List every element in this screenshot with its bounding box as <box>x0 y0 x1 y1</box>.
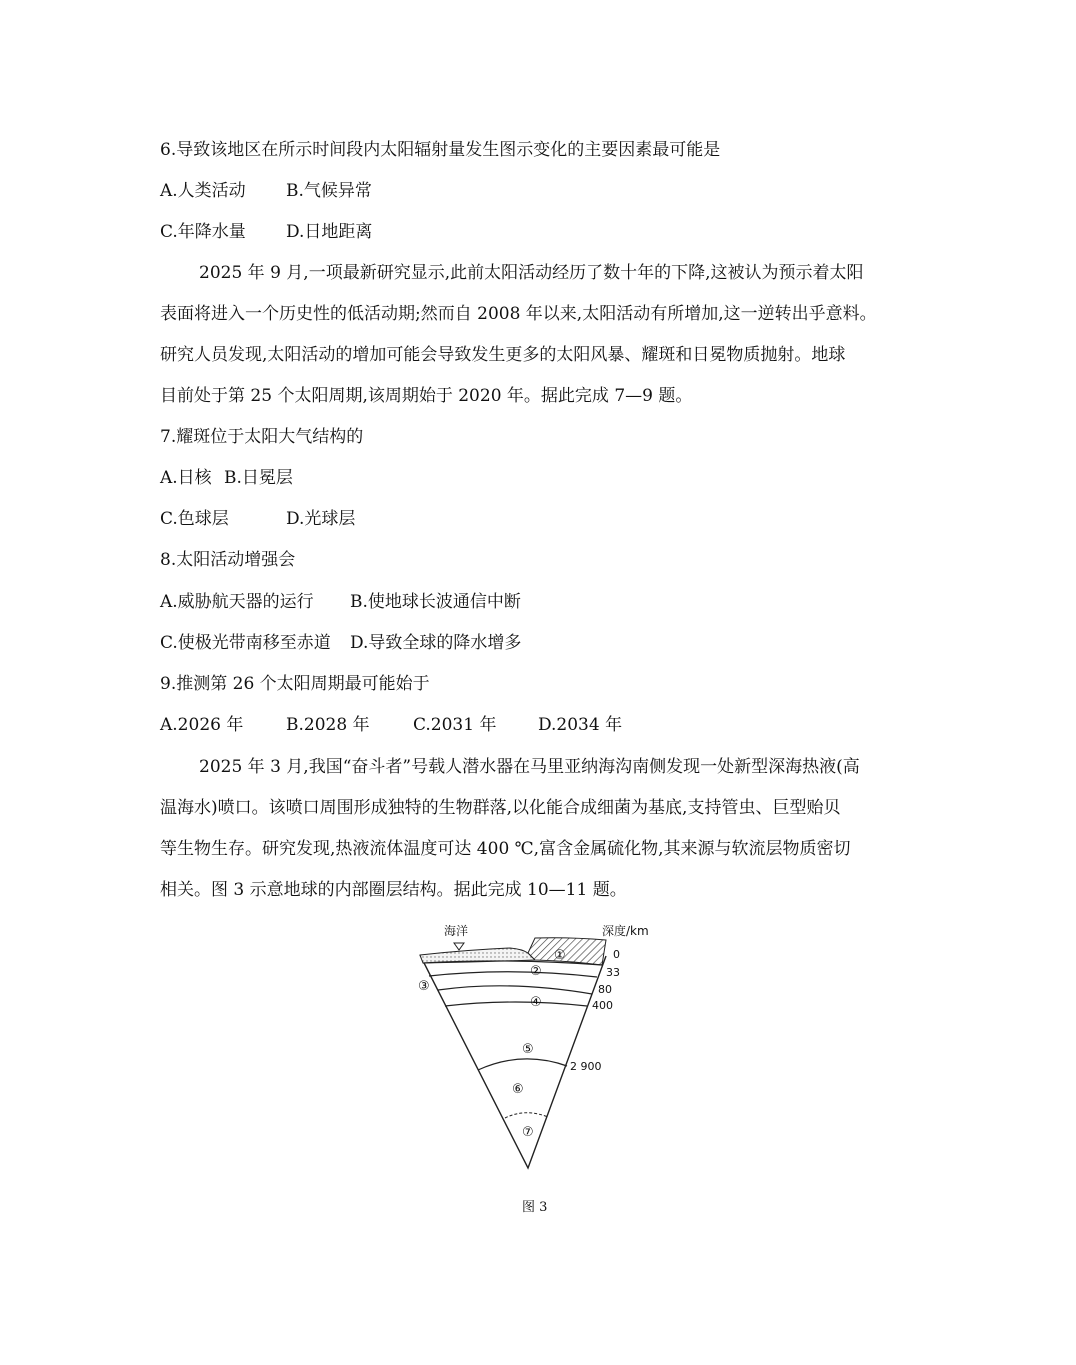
layer-6-label: ⑥ <box>512 1082 524 1097</box>
earth-structure-figure <box>410 920 670 1180</box>
layer-7-label: ⑦ <box>522 1125 534 1140</box>
ocean-label: 海洋 <box>444 924 469 938</box>
depth-2900: 2 900 <box>570 1060 602 1073</box>
q6-option-c: C.年降水量 <box>160 222 246 242</box>
layer-4-label: ④ <box>530 995 542 1010</box>
figure-caption: 图 3 <box>522 1200 548 1215</box>
q8-stem: 8.太阳活动增强会 <box>160 550 296 570</box>
q8-option-d: D.导致全球的降水增多 <box>350 633 522 653</box>
depth-400: 400 <box>592 999 613 1012</box>
boundary-400 <box>438 986 592 994</box>
q7-option-d: D.光球层 <box>286 509 356 529</box>
boundary-80 <box>429 972 597 977</box>
q8-option-a: A.威胁航天器的运行 <box>160 592 314 612</box>
q6-option-a: A.人类活动 <box>160 181 246 201</box>
passage2-line: 温海水)喷口。该喷口周围形成独特的生物群落,以化能合成细菌为基底,支持管虫、巨型贻贝 <box>160 798 841 818</box>
passage2-line: 2025 年 3 月,我国“奋斗者”号载人潜水器在马里亚纳海沟南侧发现一处新型深海热液(高 <box>199 757 860 777</box>
q6-option-d: D.日地距离 <box>286 222 373 242</box>
depth-80: 80 <box>598 983 612 996</box>
passage1-line: 表面将进入一个历史性的低活动期;然而自 2008 年以来,太阳活动有所增加,这一逆转出乎意料。 <box>160 304 877 324</box>
boundary-2900 <box>478 1059 567 1070</box>
passage2-line: 相关。图 3 示意地球的内部圈层结构。据此完成 10—11 题。 <box>160 880 627 900</box>
passage1-line: 目前处于第 25 个太阳周期,该周期始于 2020 年。据此完成 7—9 题。 <box>160 386 693 406</box>
passage2-line: 等生物生存。研究发现,热液流体温度可达 400 ℃,富含金属硫化物,其来源与软流层物质密切 <box>160 839 851 859</box>
q6-stem: 6.导致该地区在所示时间段内太阳辐射量发生图示变化的主要因素最可能是 <box>160 140 721 160</box>
layer-5-label: ⑤ <box>522 1042 534 1057</box>
q9-option-b: B.2028 年 <box>286 715 370 735</box>
depth-label: 深度/km <box>602 924 649 938</box>
q9-option-c: C.2031 年 <box>413 715 497 735</box>
q9-stem: 9.推测第 26 个太阳周期最可能始于 <box>160 674 430 694</box>
q9-option-a: A.2026 年 <box>160 715 244 735</box>
passage1-line: 2025 年 9 月,一项最新研究显示,此前太阳活动经历了数十年的下降,这被认为预示着太阳 <box>199 263 864 283</box>
depth-33: 33 <box>606 966 620 979</box>
q7-stem: 7.耀斑位于太阳大气结构的 <box>160 427 364 447</box>
passage1-line: 研究人员发现,太阳活动的增加可能会导致发生更多的太阳风暴、耀斑和日冕物质抛射。地球 <box>160 345 846 365</box>
boundary-mid <box>445 1002 587 1006</box>
sea-level-marker <box>454 943 464 950</box>
q8-option-c: C.使极光带南移至赤道 <box>160 633 331 653</box>
continental-crust <box>528 938 606 965</box>
q7-option-b: B.日冕层 <box>224 468 293 488</box>
q9-option-d: D.2034 年 <box>538 715 623 735</box>
q7-option-a: A.日核 <box>160 468 212 488</box>
layer-3-label: ③ <box>418 979 430 994</box>
layer-1-label: ① <box>554 948 566 963</box>
q6-option-b: B.气候异常 <box>286 181 372 201</box>
q7-option-c: C.色球层 <box>160 509 229 529</box>
q8-option-b: B.使地球长波通信中断 <box>350 592 521 612</box>
depth-0: 0 <box>613 948 620 961</box>
boundary-inner-core <box>505 1113 548 1118</box>
layer-2-label: ② <box>530 964 542 979</box>
